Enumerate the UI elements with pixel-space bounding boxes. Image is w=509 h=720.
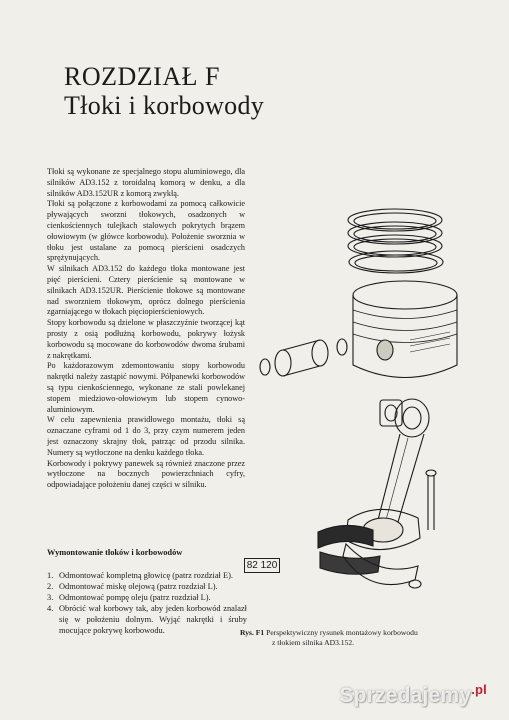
figure-number-box: 82 120	[244, 558, 280, 573]
procedure-step	[47, 604, 247, 637]
step-number: 3.	[47, 592, 54, 602]
piston-conrod-illustration	[250, 200, 480, 605]
caption-label: Rys. F1	[240, 628, 265, 637]
body-paragraph: Stopy korbowodu są dzielone w płaszczyźnie tworzącej kąt prosty z osią podłużną korbowodu, pokrywy łożysk korbowodu są mocowane do korbowodów dwoma śrubami z nakrętkami.	[47, 318, 245, 360]
body-paragraph: Po każdorazowym zdemontowaniu stopy korbowodu nakrętki należy zastąpić nowymi. Półpanewki korbowodów są typu cienkościennego, wykonane ze stali powlekanej stopem miedziowo-ołowiowym lub stopem cynowo-aluminiowym.	[47, 361, 245, 414]
step-text: Obrócić wał korbowy tak, aby jeden korbowód znalazł się w położeniu dolnym. Wyjąć nakrętki i śruby mocujące pokrywę korbowodu.	[59, 603, 247, 635]
body-paragraph: W celu zapewnienia prawidłowego montażu, tłoki są oznaczane cyframi od 1 do 3, przy czym numerem jeden jest oznaczony skrajny tłok, patrząc od przodu silnika. Numery są wytłoczone na denku każdego tłoka.	[47, 415, 245, 457]
body-paragraph: Tłoki są połączone z korbowodami za pomocą całkowicie pływających sworzni tłokowych, osadzonych w cienkościennych tulejkach stalowych pokrytych brązem ołowiowym (w główce korbowodu). Położenie sworznia w tłoku jest ustalane za pomocą pierścieni osadczych sprężynujących.	[47, 199, 245, 263]
sprzedajemy-watermark	[339, 682, 487, 708]
body-paragraph: W silnikach AD3.152 do każdego tłoka montowane jest pięć pierścieni. Cztery pierścienie są montowane w silnikach AD3.152UR. Pierścienie tłokowe są montowane nad sworzniem tłokowym, oprócz dolnego pierścienia zgarniającego w tłokach pięciopierścieniowych.	[47, 264, 245, 317]
step-number: 4.	[47, 603, 54, 613]
body-paragraph: Korbowody i pokrywy panewek są również znaczone przez wytłoczone na bocznych powierzchniach cyfry, odpowiadające położeniu danej części w silniku.	[47, 458, 245, 490]
step-text: Odmontować kompletną głowicę (patrz rozdział E).	[59, 571, 233, 580]
watermark-suffix: .pl	[471, 682, 487, 697]
body-paragraph: Tłoki są wykonane ze specjalnego stopu aluminiowego, dla silników AD3.152 z toroidalną komorą w denku, a dla silników AD3.152UR z komorą zwykłą.	[47, 167, 245, 198]
step-number: 1.	[47, 571, 54, 580]
watermark-text: Sprzedajemy	[339, 684, 472, 707]
piston-rings	[348, 209, 443, 273]
step-text: Odmontować pompę oleju (patrz rozdział L).	[59, 592, 211, 602]
chapter-title: ROZDZIAŁ F	[64, 62, 220, 91]
chapter-subtitle: Tłoki i korbowody	[64, 91, 265, 120]
procedure-step	[47, 582, 247, 593]
piston	[353, 281, 457, 378]
step-text: Odmontować miskę olejową (patrz rozdział L).	[59, 581, 218, 591]
rod-bolt	[426, 470, 436, 530]
caption-line-1: Perspektywiczny rysunek montażowy korbowodu	[266, 628, 418, 637]
procedure-step	[47, 593, 247, 604]
body-text	[47, 167, 245, 491]
bearing-shells	[318, 525, 380, 574]
section-heading: Wymontowanie tłoków i korbowodów	[47, 548, 183, 557]
step-number: 2.	[47, 581, 54, 591]
figure-caption	[240, 628, 470, 647]
piston-pin	[260, 339, 347, 376]
caption-line-2: z tłokiem silnika AD3.152.	[272, 637, 355, 647]
small-end-bush	[380, 400, 402, 426]
procedure-steps	[47, 571, 247, 636]
procedure-step	[47, 571, 247, 582]
